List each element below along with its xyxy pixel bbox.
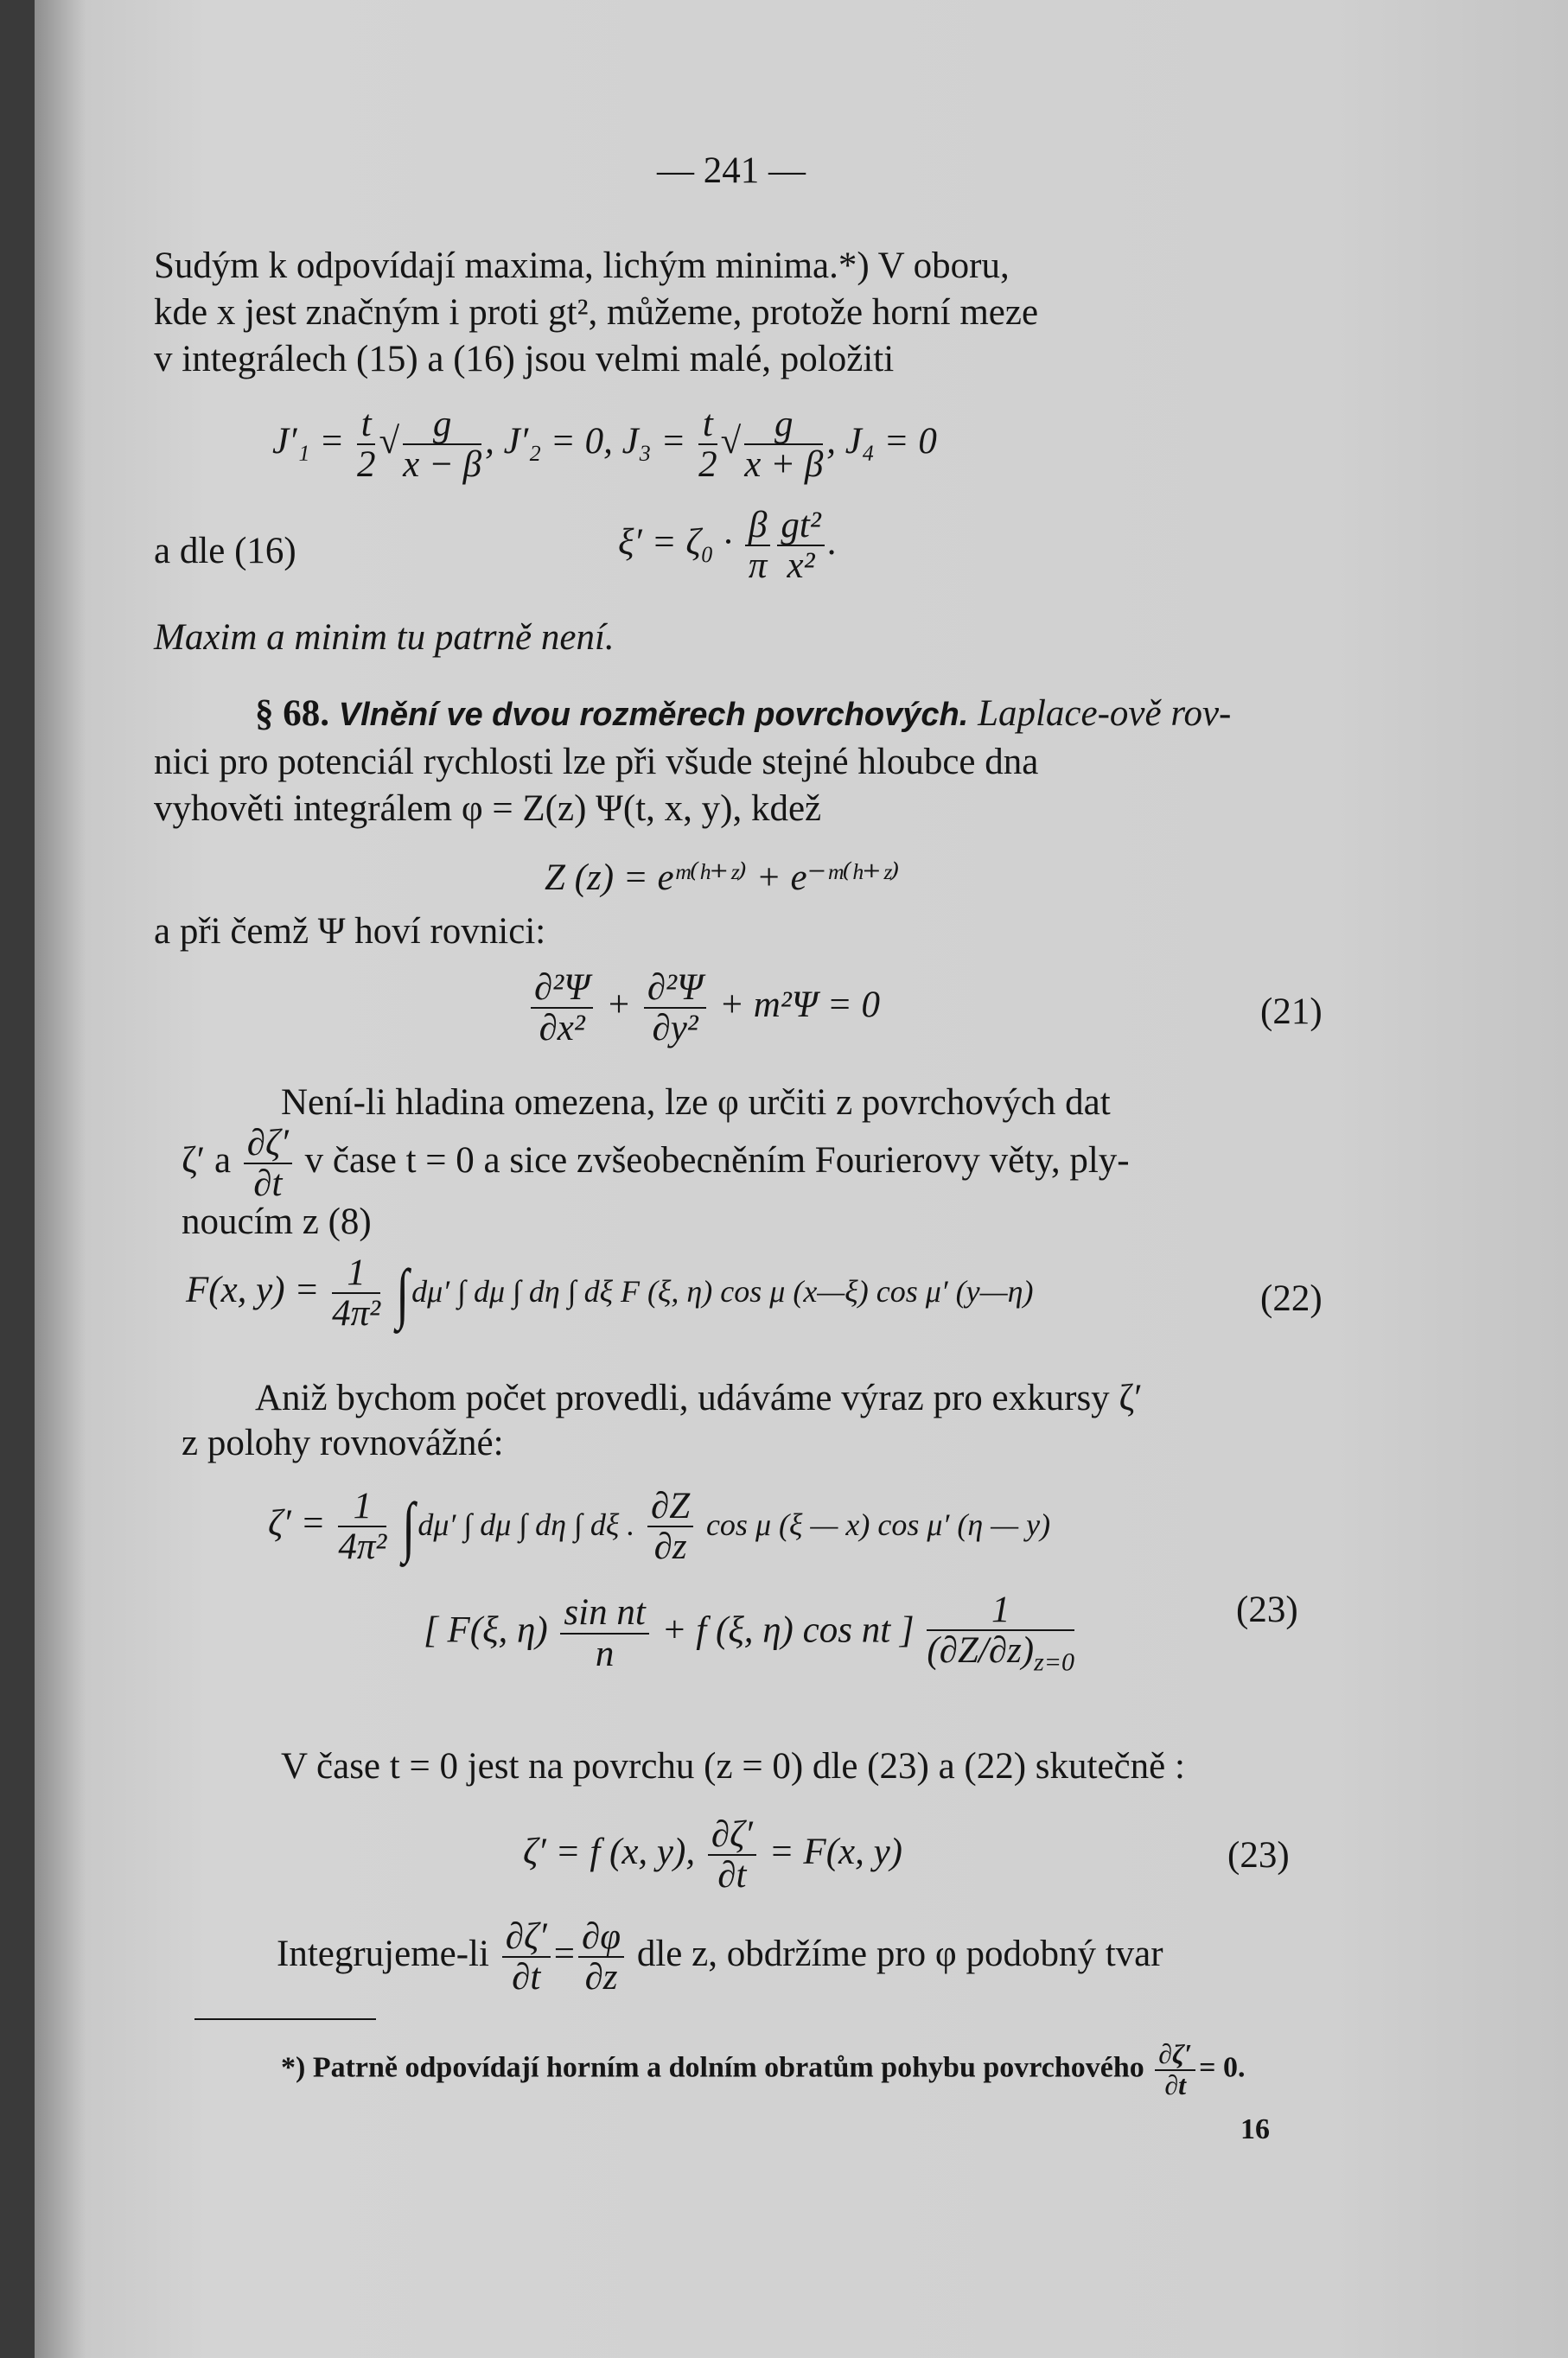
paragraph-line: Není-li hladina omezena, lze φ určiti z povrchových dat [281,1082,1111,1123]
equation-z: Z (z) = eᵐ⁽ʰ⁺ᶻ⁾ + e⁻ᵐ⁽ʰ⁺ᶻ⁾ [545,857,900,898]
page-number-header: — 241 — [657,150,806,191]
section-heading-line [255,691,1231,737]
paragraph-line: vyhověti integrálem φ = Z(z) Ψ(t, x, y), kdež [154,788,822,829]
paragraph-line: Sudým k odpovídají maxima, lichým minima.*) V oboru, [154,245,1010,286]
paragraph-line: z polohy rovnovážné: [182,1423,504,1463]
scan-edge [0,0,35,2358]
integral-sign: ∫ [395,1255,409,1331]
equation-21: $\frac{\text{∂²Ψ}}{\text{∂x²}}$ + $\frac{\text{∂²Ψ}}{\text{∂y²}}$ + m²Ψ = 0 [527,968,880,1048]
equation-number: (23) [1227,1835,1290,1876]
paragraph-line: V čase t = 0 jest na povrchu (z = 0) dle (23) a (22) skutečně : [281,1746,1185,1787]
note-maxim: Maxim a minim tu patrně není. [154,617,615,658]
paragraph-line: v integrálech (15) a (16) jsou velmi malé, položiti [154,339,895,379]
paragraph-line: noucím z (8) [182,1201,372,1242]
section-title: Vlnění ve dvou rozměrech povrchových. [338,697,969,733]
equation-number: (23) [1236,1590,1298,1630]
paragraph-line: ζ′ a $\frac{\partial\zeta'}{\partial t}$ v čase t = 0 a sice zvšeobecněním Fourierovy věty, ply- [182,1123,1130,1205]
paragraph-line: Aniž bychom počet provedli, udáváme výraz pro exkursy ζ′ [255,1378,1143,1418]
paragraph-line: Integrujeme-li $\frac{\partial\zeta'}{\partial t}$ = $\frac{\partial\varphi}{\partial z}$ dle z, obdržíme pro φ podobný tvar [277,1916,1163,1998]
equation-22: F(x, y) = $\frac{1}{\text{4π²}}$ ∫dμ′ ∫ dμ ∫ dη ∫ dξ F (ξ, η) cos μ (x—ξ) cos μ′ (y—η) [186,1252,1034,1335]
signature-mark: 16 [1240,2113,1270,2145]
paragraph-line: kde x jest značným i proti gt², můžeme, protože horní meze [154,292,1039,333]
section-text: Laplace-ově rov- [978,693,1232,734]
equation-number: (22) [1260,1278,1323,1319]
equation-23-first-line: ζ′ = $\frac{1}{\text{4π²}}$ ∫dμ′ ∫ dμ ∫ dη ∫ dξ . $\frac{\partial Z}{\partial z}$ cos μ (ξ — x) cos μ′ (η — y) [268,1486,1051,1568]
section-mark: § 68. [255,693,329,734]
equation-number: (21) [1260,991,1323,1032]
integral-sign: ∫ [402,1488,416,1565]
equation-23-second-line: [ F(ξ, η) $\frac{\text{sin nt}}{n}$ + f (ξ, η) cos nt ] $\frac{1}{(\partial Z/\partial z)_{z=0}}$ [424,1590,1075,1677]
footnote-rule [194,2018,376,2020]
label-a-dle-16: a dle (16) [154,531,296,571]
equation-xi: ξ′ = ζ₀ · $\frac{\beta}{\pi}$ $\frac{\text{gt²}}{\text{x²}}$ . [618,505,838,587]
book-page [35,0,1568,2358]
footnote: *) Patrně odpovídají horním a dolním obratům pohybu povrchového $\frac{\partial\zeta'}{\partial t}$ = 0. [281,2038,1246,2100]
equation-23-boundary: ζ′ = f (x, y), $\frac{\partial\zeta'}{\partial t}$ = F(x, y) [523,1814,902,1896]
equation-j: J′₁ = $\frac{t}{2}$ √ $\frac{g}{x - \beta}$ , J′₂ = 0, J₃ = $\frac{t}{2}$ √ $\frac{g}{x + \beta}$ , J₄ = 0 [272,404,937,486]
paragraph-line: nici pro potenciál rychlosti lze při všude stejné hloubce dna [154,742,1039,782]
paragraph-line: a při čemž Ψ hoví rovnici: [154,911,546,952]
